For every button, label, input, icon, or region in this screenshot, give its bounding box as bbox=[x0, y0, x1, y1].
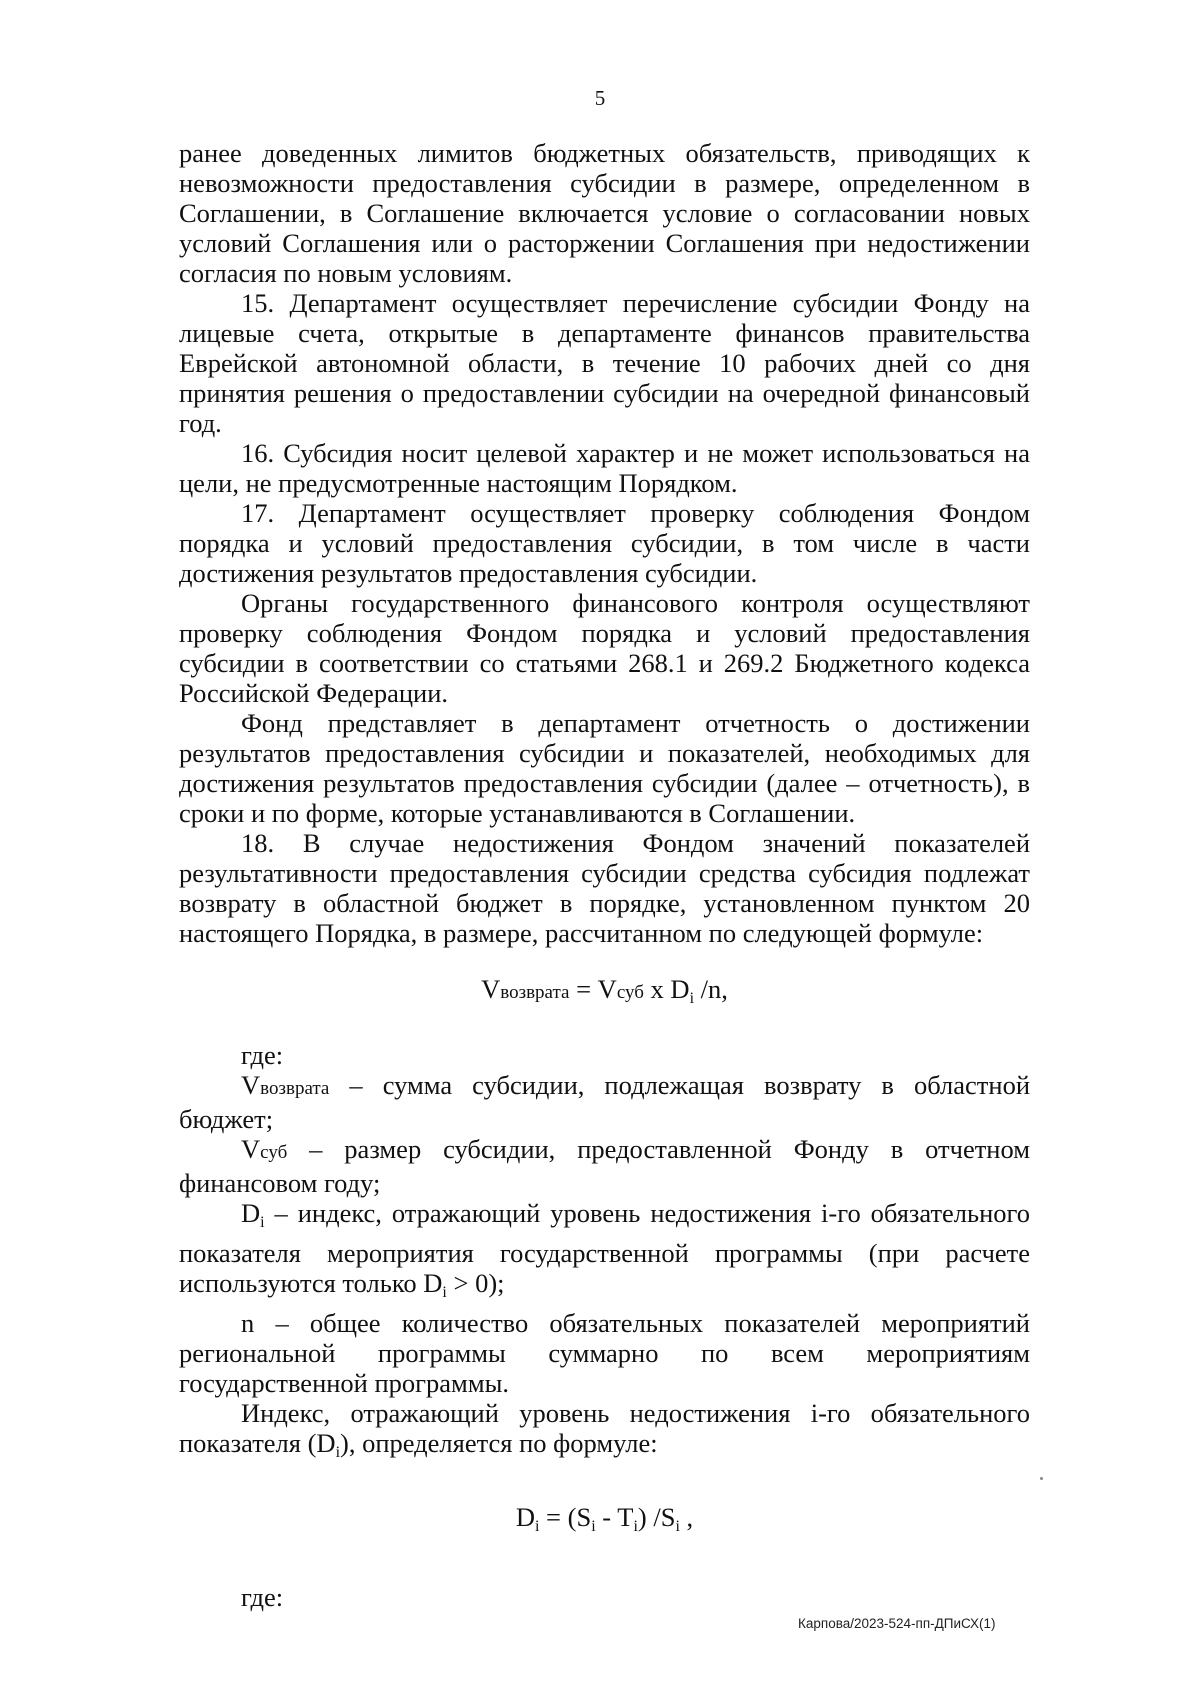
paragraph-15: 15. Департамент осуществляет перечисление субсидии Фонду на лицевые счета, открытые в департаменте финансов правительства Еврейской автономной области, в течение 10 рабочих дней со дня принятия решения о предоставлении субсидии на очередной финансовый год. bbox=[179, 288, 1030, 438]
definition-v-subsidy: Vсуб – размер субсидии, предоставленной Фонду в отчетном финансовом году; bbox=[179, 1134, 1030, 1198]
definition-n: n – общее количество обязательных показателей мероприятий региональной программы суммарно по всем мероприятиям государственной программы. bbox=[179, 1308, 1030, 1398]
where-label-2: где: bbox=[241, 1582, 284, 1612]
document-body bbox=[179, 138, 1030, 1612]
paragraph-16: 16. Субсидия носит целевой характер и не может использоваться на цели, не предусмотренные настоящим Порядком. bbox=[179, 438, 1030, 498]
paragraph-17-control: Органы государственного финансового контроля осуществляют проверку соблюдения Фондом порядка и условий предоставления субсидии в соответствии со статьями 268.1 и 269.2 Бюджетного кодекса Российской Федерации. bbox=[179, 588, 1030, 708]
document-reference: Карпова/2023-524-пп-ДПиСХ(1) bbox=[798, 1616, 996, 1631]
formula-index: $D_i = (S_i - T_i)$ $/S_i$ , bbox=[515, 1502, 694, 1535]
definition-d-index: $D_i$ – индекс, отражающий уровень недостижения i-го обязательного показателя мероприятия государственной программы (при расчете используются только $D_i > 0$); bbox=[179, 1198, 1030, 1301]
paragraph-continuation: ранее доведенных лимитов бюджетных обязательств, приводящих к невозможности предоставления субсидии в размере, определенном в Соглашении, в Соглашение включается условие о согласовании новых условий Соглашения или о расторжении Соглашения при недостижении согласия по новым условиям. bbox=[179, 138, 1030, 288]
scan-dot bbox=[1040, 1477, 1043, 1480]
paragraph-18: 18. В случае недостижения Фондом значений показателей результативности предоставления субсидии средства субсидия подлежат возврату в областной бюджет в порядке, установленном пунктом 20 настоящего Порядка, в размере, рассчитанном по следующей формуле: bbox=[179, 828, 1030, 948]
definition-v-return: Vвозврата – сумма субсидии, подлежащая возврату в областной бюджет; bbox=[179, 1070, 1030, 1134]
formula-return-amount: Vвозврата = Vсуб x $D_i$ /n, bbox=[481, 974, 728, 1007]
paragraph-17-reporting: Фонд представляет в департамент отчетность о достижении результатов предоставления субсидии и показателей, необходимых для достижения результатов предоставления субсидии (далее – отчетность), в сроки и по форме, которые устанавливаются в Соглашении. bbox=[179, 708, 1030, 828]
where-label-1: где: bbox=[241, 1040, 284, 1070]
page-number: 5 bbox=[594, 86, 606, 110]
paragraph-index-formula-intro: Индекс, отражающий уровень недостижения i-го обязательного показателя $(D_i)$, определяется по формуле: bbox=[179, 1398, 1030, 1461]
paragraph-17: 17. Департамент осуществляет проверку соблюдения Фондом порядка и условий предоставления субсидии, в том числе в части достижения результатов предоставления субсидии. bbox=[179, 498, 1030, 588]
